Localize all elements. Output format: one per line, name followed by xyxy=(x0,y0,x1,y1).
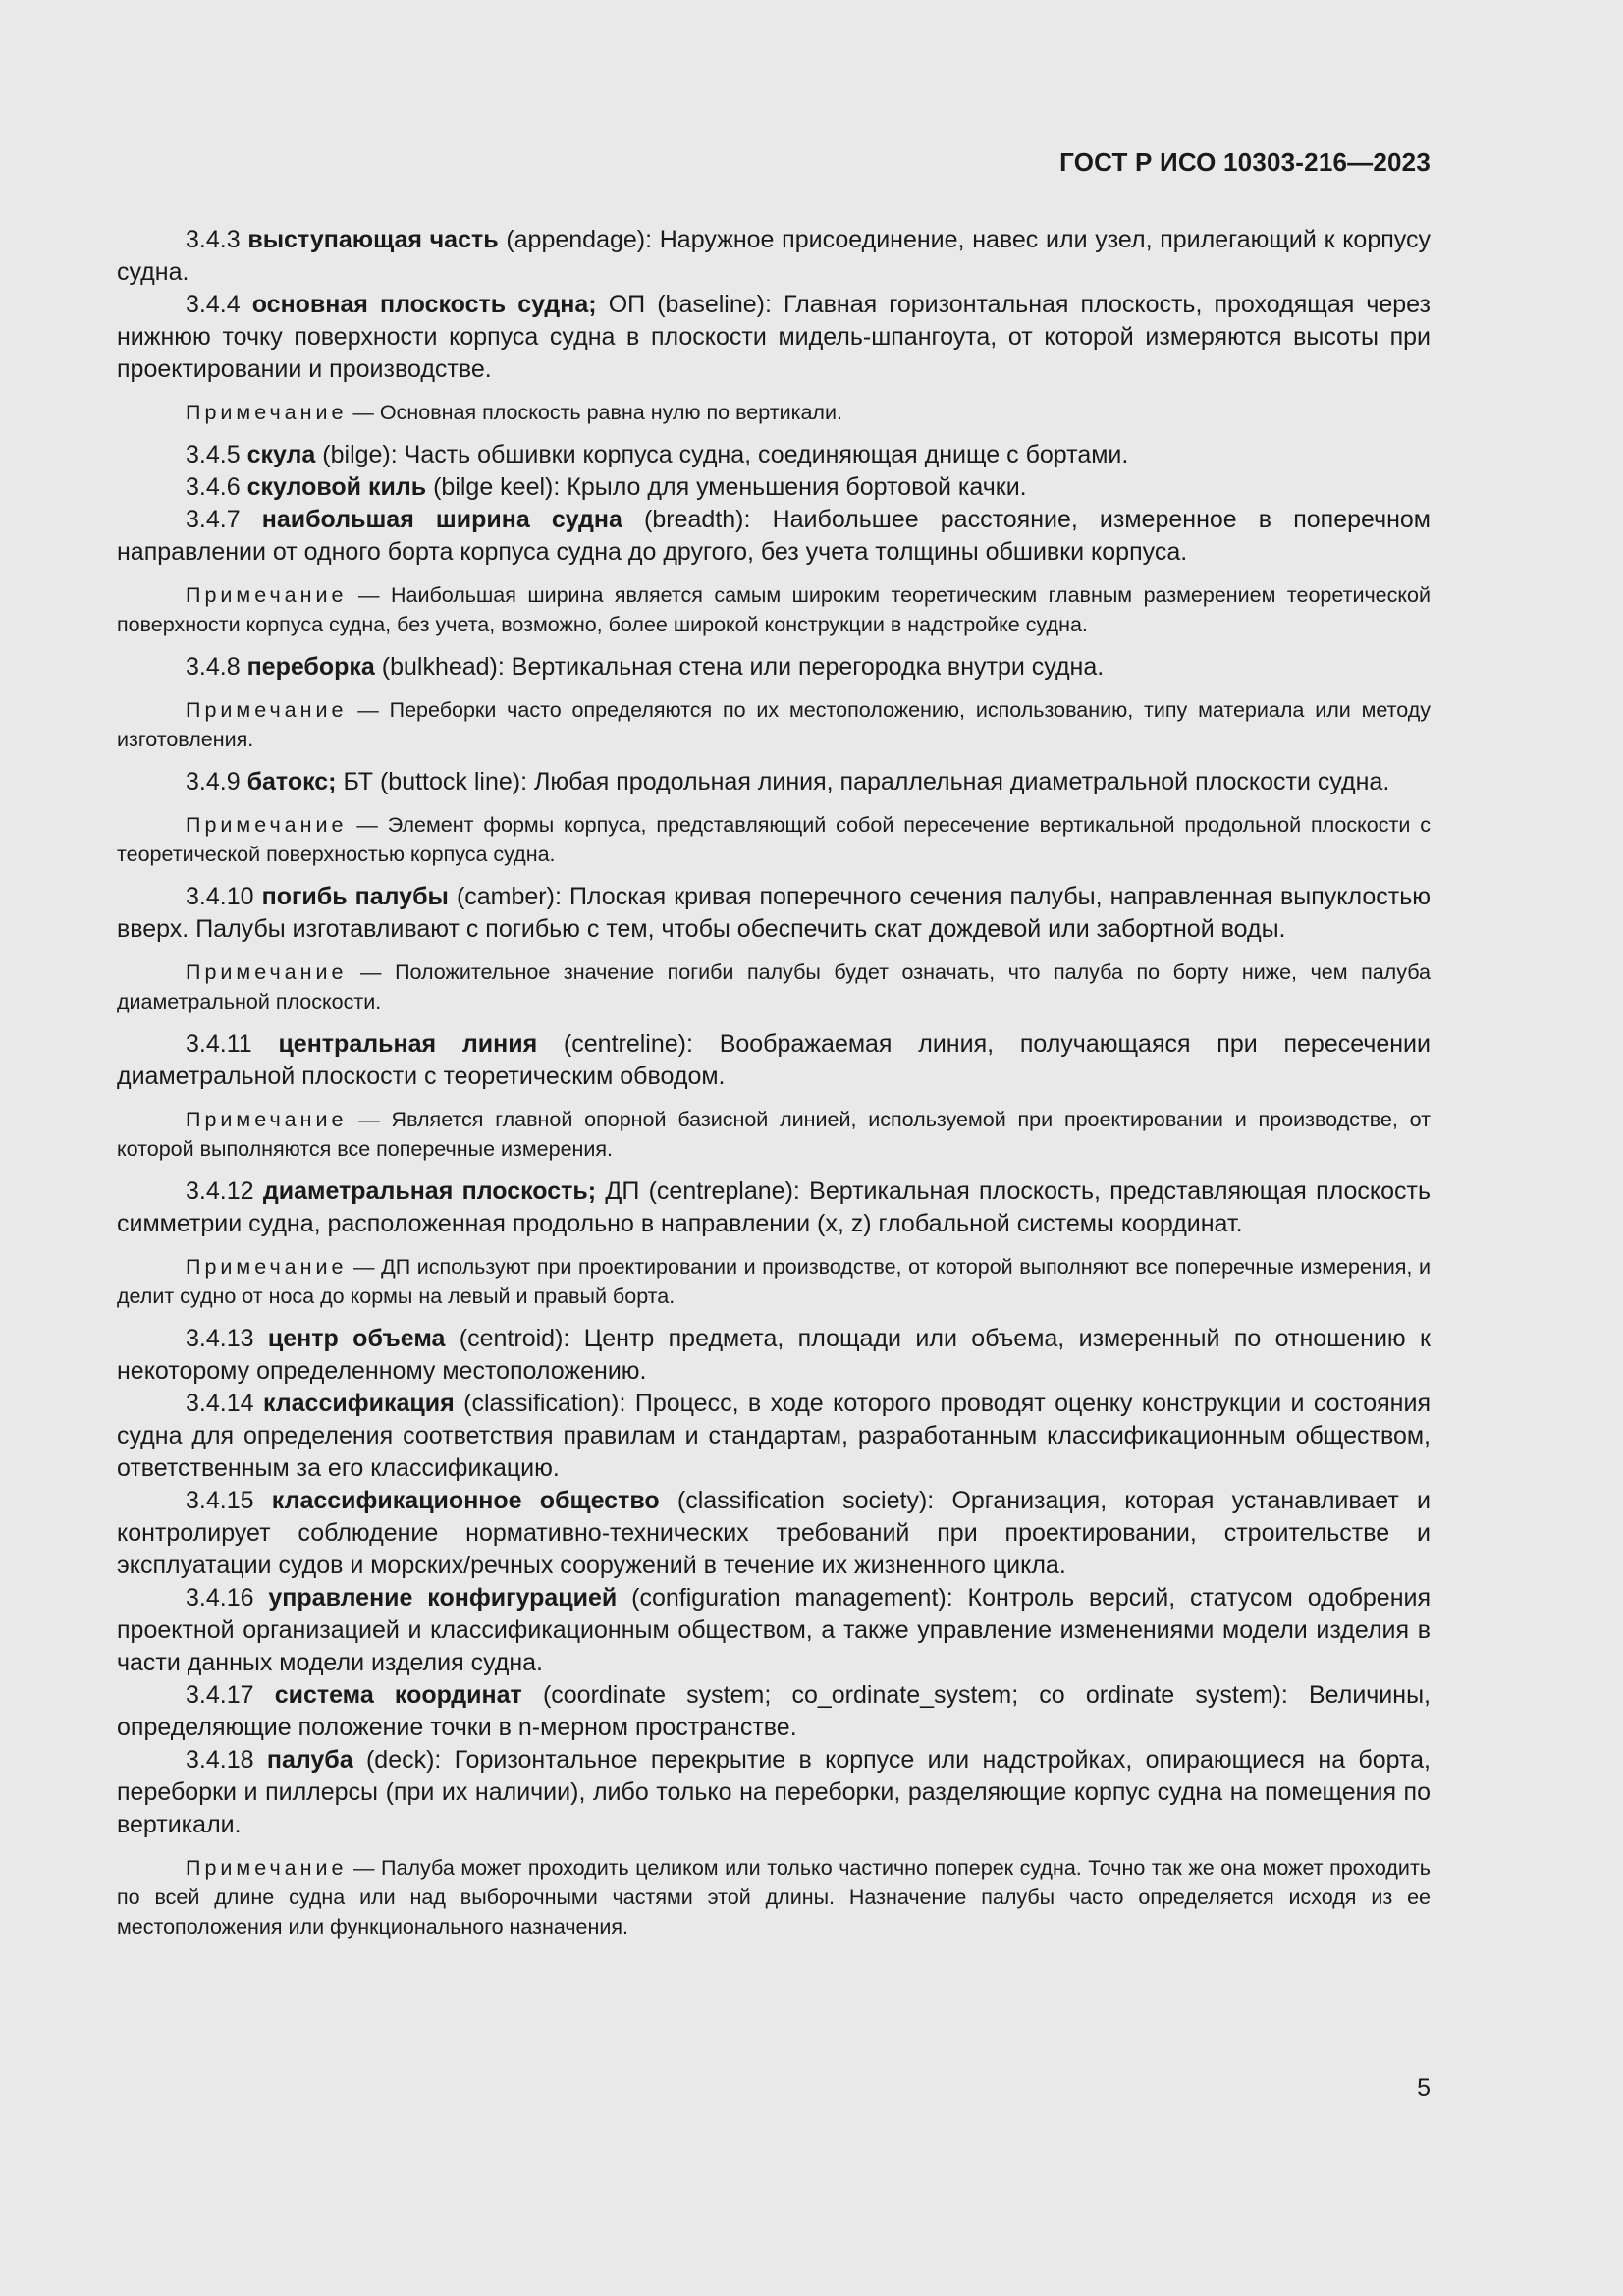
entry-term: скуловой киль xyxy=(246,473,427,501)
term-entry xyxy=(117,1679,1431,1744)
entry-definition: ОП (baseline): Главная горизонтальная плоскость, проходящая через нижнюю точку поверхности корпуса судна в плоскости мидель-шпангоута, от которой измеряются высоты при проектировании и производстве. xyxy=(117,291,1432,383)
entry-term: выступающая часть xyxy=(247,226,499,253)
entry-definition: (centreline): Воображаемая линия, получающаяся при пересечении диаметральной плоскости с теоретическим обводом. xyxy=(117,1030,1431,1090)
term-entry xyxy=(117,1388,1431,1485)
entry-number: 3.4.4 xyxy=(186,291,241,318)
note xyxy=(117,1105,1431,1164)
note xyxy=(117,580,1431,639)
entry-term: центральная линия xyxy=(278,1030,538,1058)
note xyxy=(117,1853,1431,1941)
entry-definition: (classification society): Организация, которая устанавливает и контролирует соблюдение нормативно-технических требований при проектировании, строительстве и эксплуатации судов и морских/речных сооружений в течение их жизненного цикла. xyxy=(117,1487,1431,1579)
entry-number: 3.4.10 xyxy=(186,883,254,910)
note-text: — Переборки часто определяются по их местоположению, использованию, типу материала или методу изготовления. xyxy=(117,698,1431,751)
entry-term: диаметральная плоскость; xyxy=(262,1177,597,1205)
entry-term: центр объема xyxy=(267,1325,446,1352)
entry-number: 3.4.13 xyxy=(186,1325,254,1352)
note xyxy=(117,957,1431,1016)
term-entry xyxy=(117,1323,1431,1388)
entry-term: переборка xyxy=(246,653,375,681)
term-entry xyxy=(117,766,1431,798)
entry-definition: (bulkhead): Вертикальная стена или перегородка внутри судна. xyxy=(374,653,1105,681)
note-label: Примечание xyxy=(186,583,348,607)
entry-definition: ДП (centreplane): Вертикальная плоскость, представляющая плоскость симметрии судна, расположенная продольно в направлении (x, z) глобальной системы координат. xyxy=(117,1177,1431,1237)
note-text: — Элемент формы корпуса, представляющий собой пересечение вертикальной продольной плоскости с теоретической поверхностью корпуса судна. xyxy=(117,813,1431,866)
note-label: Примечание xyxy=(186,1255,348,1279)
entry-definition: (configuration management): Контроль версий, статусом одобрения проектной организацией и классификационным обществом, а также управление изменениями модели изделия в части данных модели изделия судна. xyxy=(117,1584,1431,1676)
note xyxy=(117,398,1431,427)
entry-definition: (centroid): Центр предмета, площади или объема, измеренный по отношению к некоторому определенному местоположению. xyxy=(117,1325,1431,1385)
entry-term: палуба xyxy=(266,1746,353,1774)
entry-term: батокс; xyxy=(246,768,337,795)
note-text: — ДП используют при проектировании и производстве, от которой выполняют все поперечные измерения, и делит судно от носа до кормы на левый и правый борта. xyxy=(117,1255,1431,1308)
entry-term: система координат xyxy=(274,1681,522,1709)
term-entry xyxy=(117,1744,1431,1841)
entry-term: погибь палубы xyxy=(261,883,449,910)
term-entry xyxy=(117,224,1431,289)
term-entry xyxy=(117,471,1431,504)
note-text: — Основная плоскость равна нулю по вертикали. xyxy=(347,401,842,424)
entry-number: 3.4.9 xyxy=(186,768,241,795)
entry-number: 3.4.15 xyxy=(186,1487,254,1514)
entry-number: 3.4.11 xyxy=(186,1030,252,1058)
entry-definition: (camber): Плоская кривая поперечного сечения палубы, направленная выпуклостью вверх. Палубы изготавливают с погибью с тем, чтобы обеспечить скат дождевой или забортной воды. xyxy=(117,883,1431,943)
note-label: Примечание xyxy=(186,401,348,424)
entry-definition: БТ (buttock line): Любая продольная линия, параллельная диаметральной плоскости судна. xyxy=(336,768,1390,795)
term-entry xyxy=(117,1028,1431,1093)
entry-number: 3.4.17 xyxy=(186,1681,254,1709)
entry-term: основная плоскость судна; xyxy=(251,291,597,318)
entry-term: классификация xyxy=(262,1390,455,1417)
note-label: Примечание xyxy=(186,698,348,722)
term-entry xyxy=(117,1485,1431,1582)
term-entry xyxy=(117,504,1431,569)
note xyxy=(117,695,1431,754)
entry-number: 3.4.5 xyxy=(186,441,241,468)
entry-term: скула xyxy=(246,441,316,468)
entry-definition: (appendage): Наружное присоединение, навес или узел, прилегающий к корпусу судна. xyxy=(117,226,1431,286)
note-text: — Наибольшая ширина является самым широким теоретическим главным размерением теоретической поверхности корпуса судна, без учета, возможно, более широкой конструкции в надстройке судна. xyxy=(117,583,1431,636)
entry-number: 3.4.7 xyxy=(186,506,241,533)
document-body xyxy=(117,224,1431,1953)
entry-number: 3.4.8 xyxy=(186,653,241,681)
standard-header: ГОСТ Р ИСО 10303-216—2023 xyxy=(1059,147,1431,177)
note-label: Примечание xyxy=(186,960,348,984)
entry-number: 3.4.16 xyxy=(186,1584,254,1612)
term-entry xyxy=(117,1582,1431,1679)
note xyxy=(117,1252,1431,1311)
term-entry xyxy=(117,651,1431,683)
entry-definition: (coordinate system; co_ordinate_system; co ordinate system): Величины, определяющие положение точки в n-мерном пространстве. xyxy=(117,1681,1431,1741)
term-entry xyxy=(117,439,1431,471)
entry-term: управление конфигурацией xyxy=(268,1584,618,1612)
note-label: Примечание xyxy=(186,1856,348,1880)
note-label: Примечание xyxy=(186,813,348,837)
term-entry xyxy=(117,289,1431,386)
term-entry xyxy=(117,1175,1431,1240)
entry-definition: (classification): Процесс, в ходе которого проводят оценку конструкции и состояния судна для определения соответствия правилам и стандартам, разработанным классификационным обществом, ответственным за его классификацию. xyxy=(117,1390,1431,1482)
entry-definition: (bilge keel): Крыло для уменьшения бортовой качки. xyxy=(426,473,1027,501)
note-text: — Палуба может проходить целиком или только частично поперек судна. Точно так же она может проходить по всей длине судна или над выборочными частями этой длины. Назначение палубы часто определяется исходя из ее местоположения или функционального назначения. xyxy=(117,1856,1431,1939)
entry-number: 3.4.14 xyxy=(186,1390,254,1417)
note-text: — Положительное значение погиби палубы будет означать, что палуба по борту ниже, чем палуба диаметральной плоскости. xyxy=(117,960,1431,1013)
entry-number: 3.4.6 xyxy=(186,473,241,501)
entry-definition: (breadth): Наибольшее расстояние, измеренное в поперечном направлении от одного борта корпуса судна до другого, без учета толщины обшивки корпуса. xyxy=(117,506,1431,566)
note xyxy=(117,810,1431,869)
entry-term: наибольшая ширина судна xyxy=(261,506,622,533)
entry-definition: (deck): Горизонтальное перекрытие в корпусе или надстройках, опирающиеся на борта, переборки и пиллерсы (при их наличии), либо только на переборки, разделяющие корпус судна на помещения по вертикали. xyxy=(117,1746,1432,1838)
entry-term: классификационное общество xyxy=(271,1487,660,1514)
term-entry xyxy=(117,881,1431,946)
note-text: — Является главной опорной базисной линией, используемой при проектировании и производстве, от которой выполняются все поперечные измерения. xyxy=(117,1108,1431,1161)
entry-number: 3.4.12 xyxy=(186,1177,254,1205)
entry-number: 3.4.18 xyxy=(186,1746,254,1774)
page-number: 5 xyxy=(1417,2074,1431,2102)
entry-number: 3.4.3 xyxy=(186,226,241,253)
entry-definition: (bilge): Часть обшивки корпуса судна, соединяющая днище с бортами. xyxy=(315,441,1129,468)
note-label: Примечание xyxy=(186,1108,348,1131)
